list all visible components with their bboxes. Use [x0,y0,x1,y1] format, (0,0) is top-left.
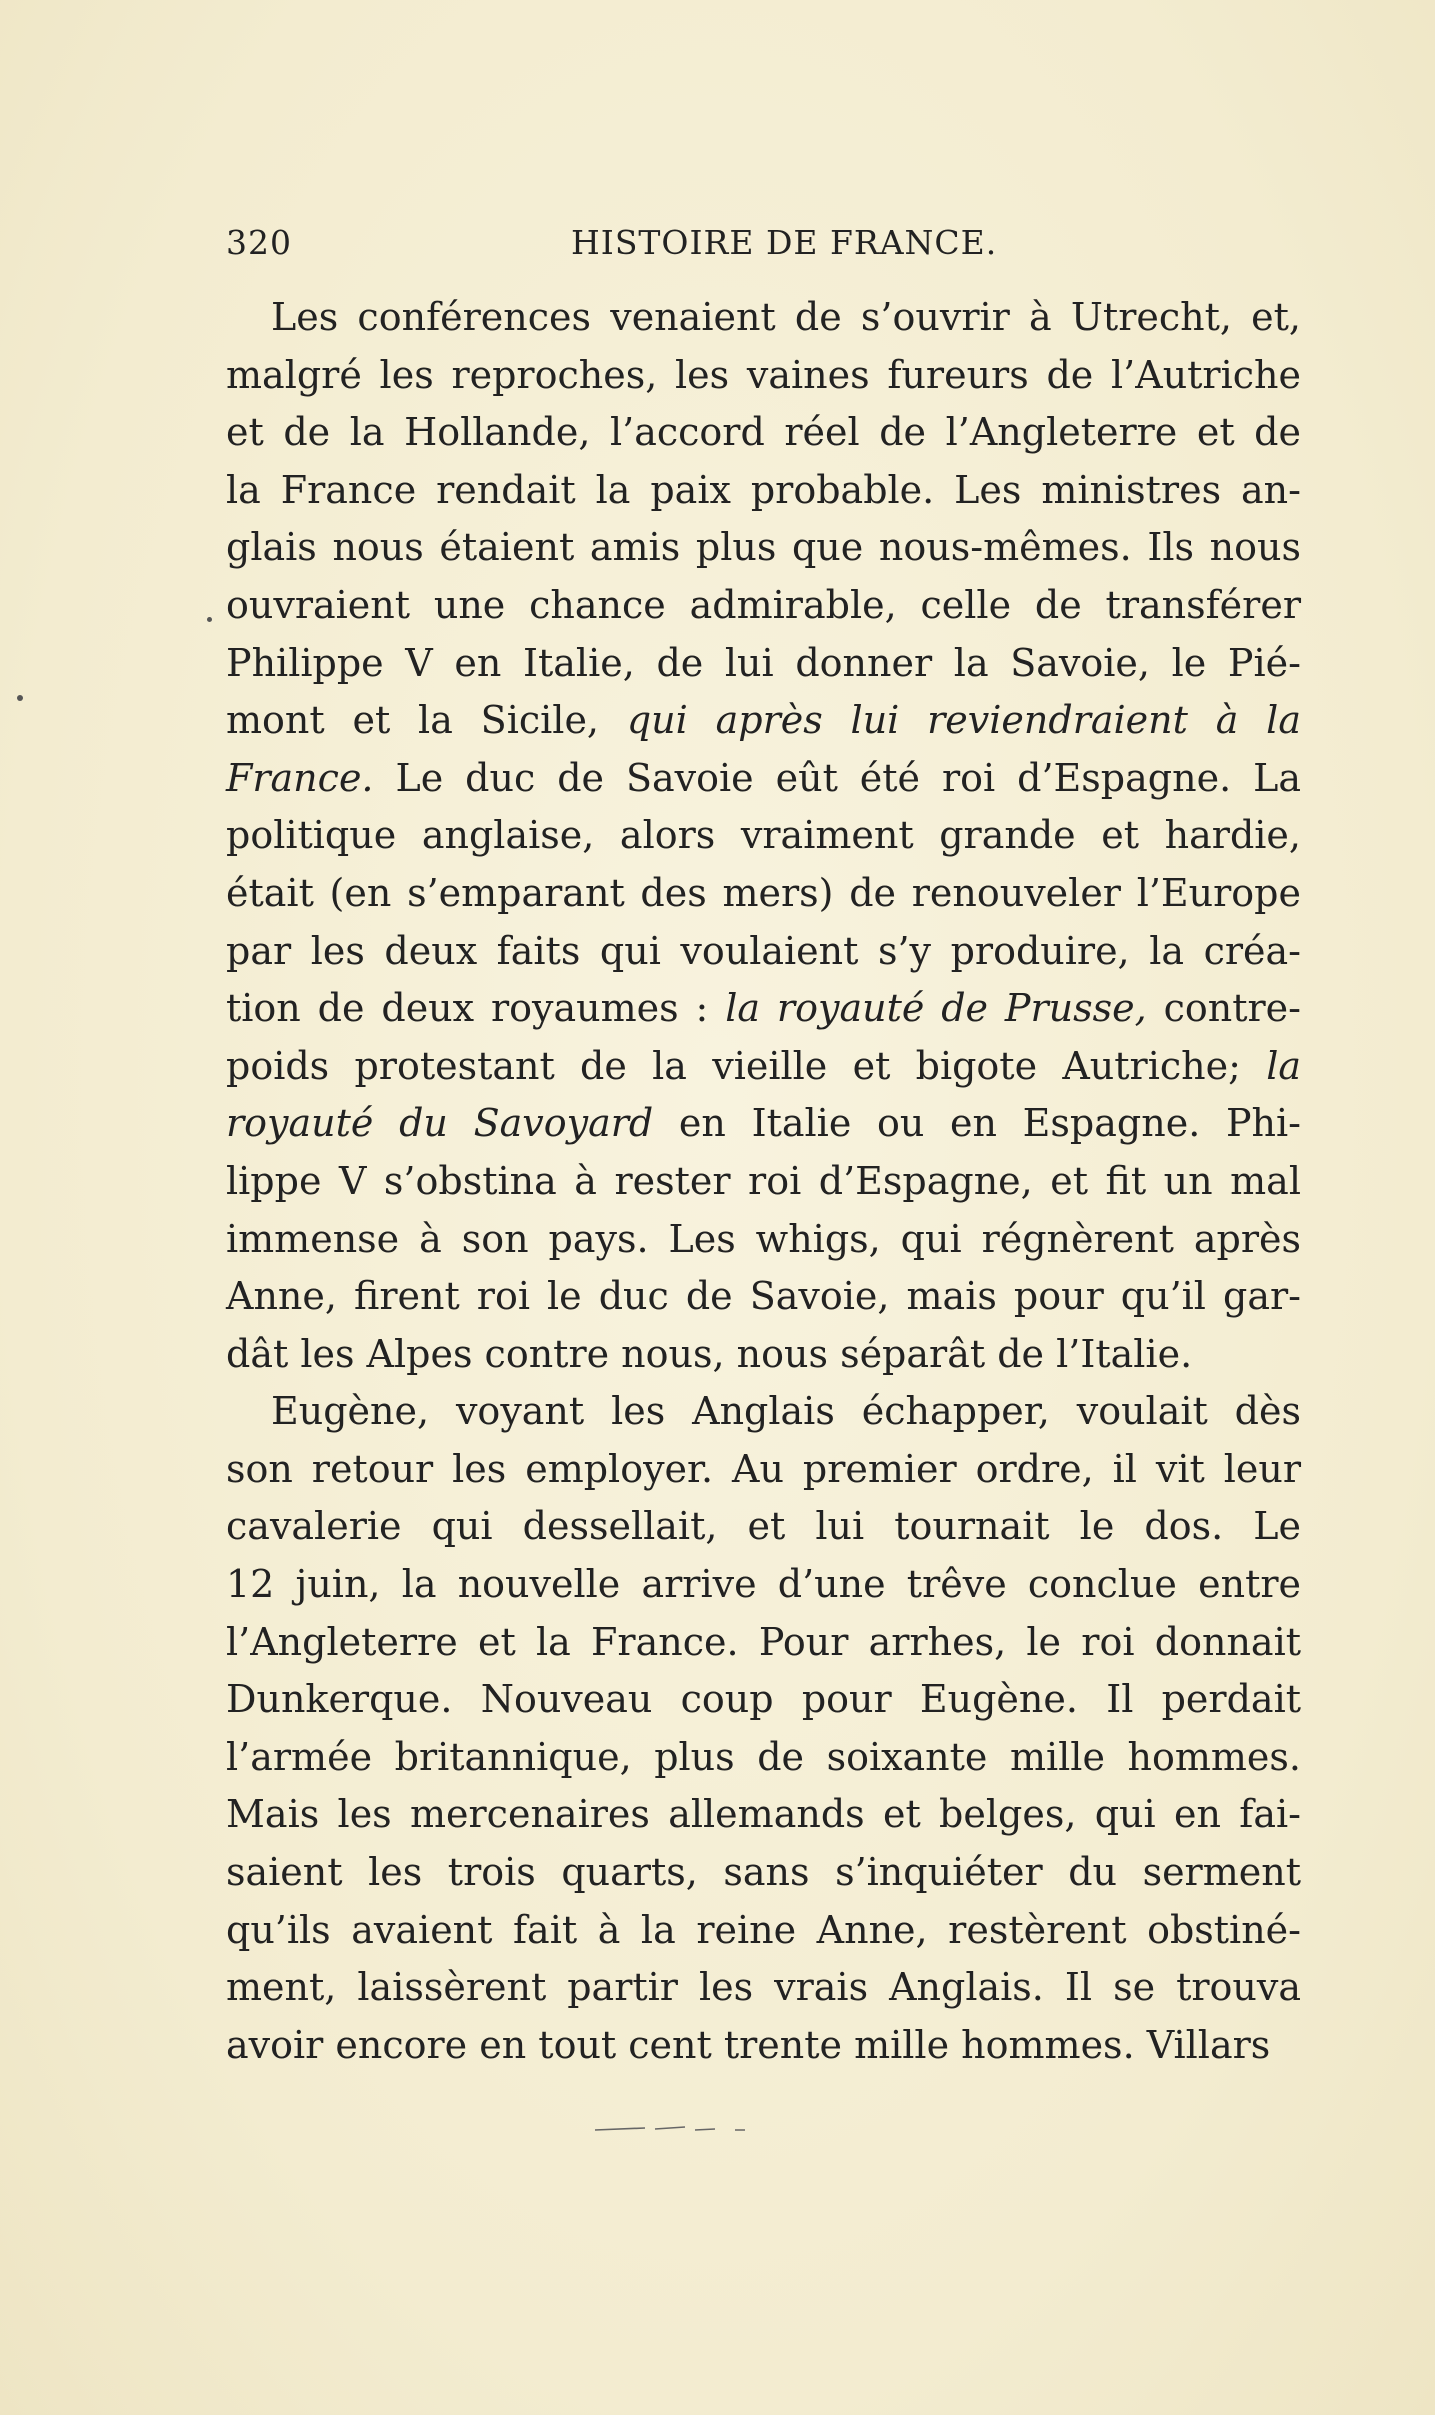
text-line [226,404,1301,462]
text-segment: glais nous étaient amis plus que nous-mêmes. Ils nous [226,525,1301,570]
text-line [226,1902,1301,1960]
text-segment: dât les Alpes contre nous, nous séparât de l’Italie. [226,1331,1193,1376]
text-segment: Philippe V en Italie, de lui donner la Savoie, le Pié- [226,640,1301,685]
text-line [226,577,1301,635]
running-title: HISTOIRE DE FRANCE. [571,223,998,262]
text-segment: Anne, firent roi le duc de Savoie, mais pour qu’il gar- [226,1274,1301,1319]
running-head [226,223,1301,273]
text-line [226,923,1301,981]
text-line [226,807,1301,865]
text-line [226,1844,1301,1902]
text-line [226,1729,1301,1787]
italic-phrase: France. [226,755,374,800]
text-line [226,1498,1301,1556]
text-segment: malgré les reproches, les vaines fureurs de l’Autriche [226,352,1301,397]
text-segment: ment, laissèrent partir les vrais Anglais. Il se trouva [226,1965,1301,2010]
tailpiece-ornament [585,2122,785,2136]
text-segment: poids protestant de la vieille et bigote Autriche; [226,1043,1267,1088]
text-segment: la France rendait la paix probable. Les ministres an- [226,467,1301,512]
text-segment: immense à son pays. Les whigs, qui régnèrent après [226,1216,1301,1261]
body-text [226,289,1301,2074]
text-segment: Mais les mercenaires allemands et belges, qui en fai- [226,1792,1301,1837]
text-line [226,519,1301,577]
text-segment: Eugène, voyant les Anglais échapper, voulait dès [271,1389,1301,1434]
text-segment: saient les trois quarts, sans s’inquiéter du serment [226,1850,1301,1895]
margin-mark [17,695,23,701]
text-line [226,1268,1301,1326]
text-segment: en Italie ou en Espagne. Phi- [653,1101,1301,1146]
text-line [226,635,1301,693]
text-segment: qu’ils avaient fait à la reine Anne, restèrent obstiné- [226,1907,1301,1952]
text-segment: son retour les employer. Au premier ordre, il vit leur [226,1446,1301,1491]
text-line [226,692,1301,750]
paragraph [226,289,1301,1383]
text-segment: mont et la Sicile, [226,698,627,743]
text-line [226,1556,1301,1614]
text-segment: cavalerie qui dessellait, et lui tournait le dos. Le [226,1504,1301,1549]
paragraph [226,1383,1301,2074]
italic-phrase: la [1266,1043,1301,1088]
text-line [226,347,1301,405]
text-line [226,1095,1301,1153]
text-line [226,1326,1301,1384]
text-line [226,1959,1301,2017]
text-segment: Dunkerque. Nouveau coup pour Eugène. Il perdait [226,1677,1301,1722]
text-segment: Le duc de Savoie eût été roi d’Espagne. La [373,755,1301,800]
text-line [226,750,1301,808]
margin-mark [207,617,212,622]
italic-phrase: royauté du Savoyard [226,1101,654,1146]
text-line [226,1038,1301,1096]
text-segment: Les conférences venaient de s’ouvrir à Utrecht, et, [271,295,1301,339]
text-line [226,865,1301,923]
text-line [226,1614,1301,1672]
text-line [226,1383,1301,1441]
text-segment: avoir encore en tout cent trente mille hommes. Villars [226,2022,1271,2067]
italic-phrase: qui après lui reviendraient à la [626,698,1301,743]
text-segment: ouvraient une chance admirable, celle de transférer [226,582,1301,627]
text-line [226,1671,1301,1729]
italic-phrase: la royauté de Prusse, [725,986,1147,1031]
text-line [226,980,1301,1038]
text-segment: tion de deux royaumes : [226,986,726,1031]
text-segment: et de la Hollande, l’accord réel de l’Angleterre et de [226,410,1301,455]
text-line [226,1441,1301,1499]
text-line [226,1211,1301,1269]
text-line [226,1153,1301,1211]
text-segment: l’armée britannique, plus de soixante mille hommes. [226,1734,1301,1779]
text-line [226,1786,1301,1844]
text-segment: lippe V s’obstina à rester roi d’Espagne, et fit un mal [226,1158,1301,1203]
text-segment: 12 juin, la nouvelle arrive d’une trêve conclue entre [226,1562,1301,1607]
text-line [226,289,1301,347]
text-segment: était (en s’emparant des mers) de renouveler l’Europe [226,870,1301,915]
page-number: 320 [226,223,292,262]
text-segment: politique anglaise, alors vraiment grande et hardie, [226,813,1301,858]
text-line [226,462,1301,520]
text-line [226,2017,1301,2075]
text-segment: contre- [1146,986,1301,1031]
text-segment: par les deux faits qui voulaient s’y produire, la créa- [226,928,1301,973]
text-segment: l’Angleterre et la France. Pour arrhes, le roi donnait [226,1619,1301,1664]
